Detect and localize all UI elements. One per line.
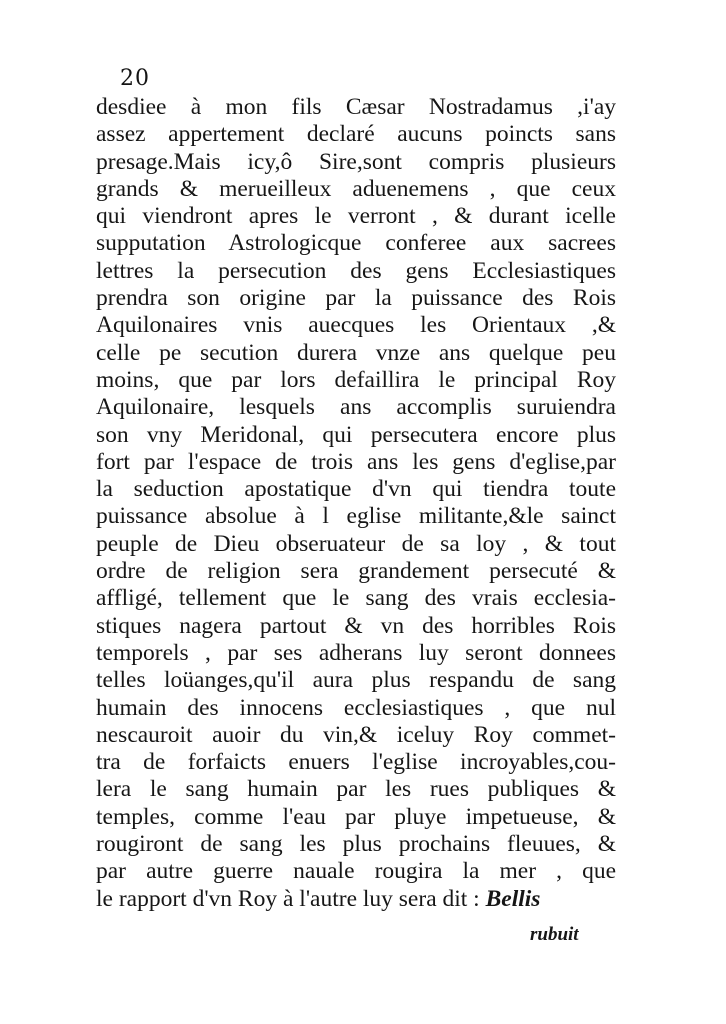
text-line: stiques nagera partout & vn des horribles Rois	[96, 612, 616, 639]
page-number: 20	[120, 66, 150, 91]
text-line: rougiront de sang les plus prochains fleuues, &	[96, 831, 616, 858]
text-line: telles loüanges,qu'il aura plus respandu de sang	[96, 667, 616, 694]
text-line: desdiee à mon fils Cæsar Nostradamus ,i'ay	[96, 94, 616, 120]
text-line: nescauroit auoir du vin,& iceluy Roy commet-	[96, 721, 616, 748]
text-line: supputation Astrologicque conferee aux sacrees	[96, 230, 616, 257]
text-line: ordre de religion sera grandement persecuté &	[96, 558, 616, 585]
last-line-italic: Bellis	[485, 885, 541, 912]
last-line-text: le rapport d'vn Roy à l'autre luy sera dit :	[96, 885, 480, 912]
catchword: rubuit	[530, 924, 579, 945]
text-line: lettres la persecution des gens Ecclesiastiques	[96, 257, 616, 284]
text-line: puissance absolue à l eglise militante,&le sainct	[96, 503, 616, 530]
text-line: par autre guerre nauale rougira la mer , que	[96, 858, 616, 885]
text-line: Aquilonaire, lesquels ans accomplis suruiendra	[96, 394, 616, 421]
text-line: peuple de Dieu obseruateur de sa loy , & tout	[96, 530, 616, 557]
text-line: prendra son origine par la puissance des Rois	[96, 285, 616, 312]
body-text	[96, 94, 616, 913]
text-line: lera le sang humain par les rues publiques &	[96, 776, 616, 803]
text-line: affligé, tellement que le sang des vrais ecclesia-	[96, 585, 616, 612]
text-line: grands & merueilleux aduenemens , que ceux	[96, 175, 616, 202]
text-line: humain des innocens ecclesiastiques , que nul	[96, 694, 616, 721]
text-line: assez appertement declaré aucuns poincts sans	[96, 121, 616, 148]
text-line: son vny Meridonal, qui persecutera encore plus	[96, 421, 616, 448]
last-text-line	[96, 886, 616, 913]
text-line: fort par l'espace de trois ans les gens d'eglise,par	[96, 448, 616, 475]
text-line: temporels , par ses adherans luy seront donnees	[96, 639, 616, 666]
text-line: tra de forfaicts enuers l'eglise incroyables,cou-	[96, 749, 616, 776]
text-line: celle pe secution durera vnze ans quelque peu	[96, 339, 616, 366]
text-line: moins, que par lors defaillira le principal Roy	[96, 366, 616, 393]
text-line: Aquilonaires vnis auecques les Orientaux ,&	[96, 312, 616, 339]
text-line: qui viendront apres le verront , & durant icelle	[96, 203, 616, 230]
text-line: la seduction apostatique d'vn qui tiendra toute	[96, 476, 616, 503]
text-line: temples, comme l'eau par pluye impetueuse, &	[96, 803, 616, 830]
text-line: presage.Mais icy,ô Sire,sont compris plusieurs	[96, 148, 616, 175]
